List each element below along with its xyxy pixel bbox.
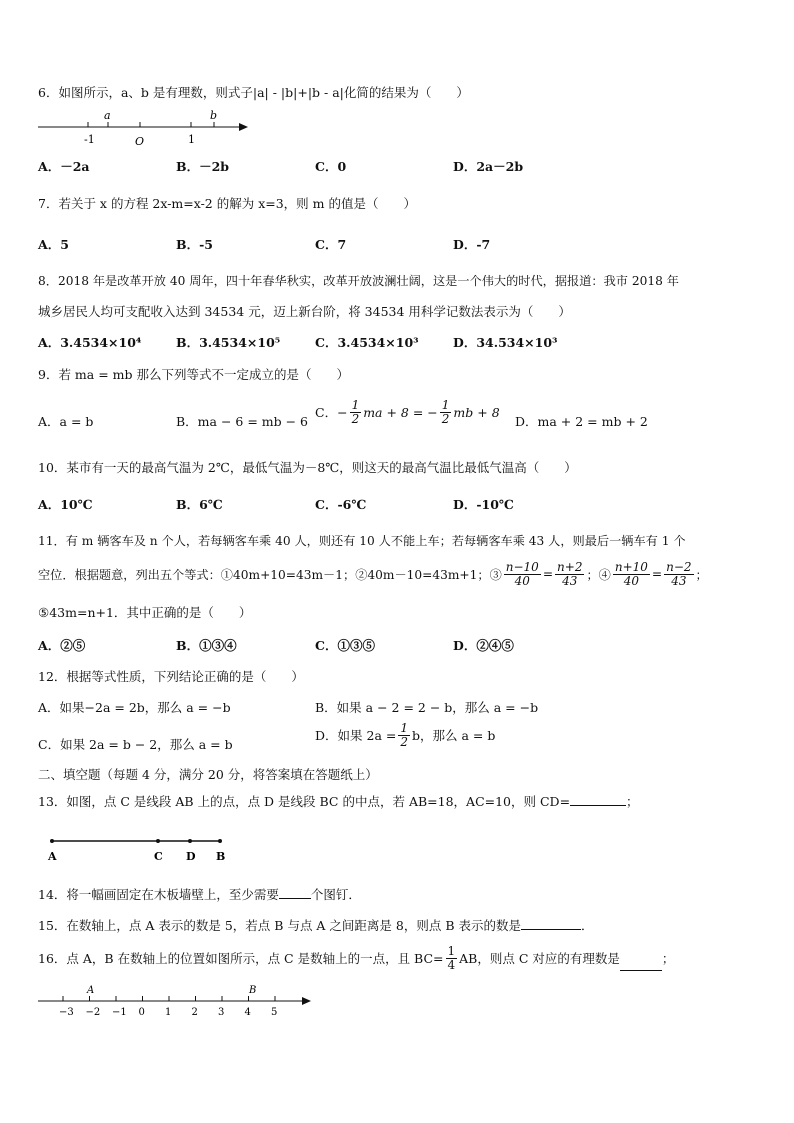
q12-option-a: A．如果−2a = 2b，那么 a = −b [38, 700, 231, 715]
q16-tick-label: −1 [112, 1007, 127, 1018]
q11-frac3a: $\frac{n-10}{40}$ [505, 559, 539, 588]
q16-frac: $\frac{1}{4}$ [447, 943, 456, 972]
q9-stem: 9．若 ma = mb 那么下列等式不一定成立的是（ ） [38, 367, 349, 382]
q10-option-c: C．-6℃ [315, 497, 367, 512]
q13-point-d: D [186, 850, 196, 863]
q10-option-b: B．6℃ [176, 497, 223, 512]
q9-option-c-minus: − [337, 404, 348, 420]
q13 [38, 792, 639, 810]
q12-option-b: B．如果 a − 2 = 2 − b，那么 a = −b [315, 700, 539, 715]
q7-option-c: C．7 [315, 237, 347, 252]
q16-post: AB，则点 C 对应的有理数是 [459, 951, 620, 966]
q13-point-a: A [48, 850, 57, 863]
q13-point-c: C [154, 850, 163, 863]
section-2-heading: 二、填空题（每题 4 分，满分 20 分，将答案填在答题纸上） [38, 767, 378, 782]
q11-frac4a: $\frac{n+10}{40}$ [614, 559, 648, 588]
q14-post: 个图钉． [310, 887, 361, 902]
q8-stem-line1: 8．2018 年是改革开放 40 周年，四十年春华秋实，改革开放波澜壮阔，这是一个伟大的时代，据报道：我市 2018 年 [38, 274, 679, 288]
q6-number-line [36, 106, 251, 148]
q13-stem: 13．如图，点 C 是线段 AB 上的点，点 D 是线段 BC 的中点，若 AB=18，AC=10，则 CD= [38, 794, 571, 809]
q6-option-d: D．2a－2b [453, 159, 524, 174]
q8-option-d: D．34.534×10³ [453, 335, 558, 350]
q16-pre: 16．点 A，B 在数轴上的位置如图所示，点 C 是数轴上的一点，且 BC= [38, 951, 444, 966]
q6-stem: 6．如图所示，a、b 是有理数，则式子|a| - |b|+|b - a|化简的结果为（ ） [38, 85, 469, 100]
q9-option-c [315, 399, 500, 425]
q7-option-b: B．-5 [176, 237, 213, 252]
q12-option-d-post: b，那么 a = b [412, 728, 496, 744]
q16-tick-label: 3 [218, 1007, 225, 1018]
q8-option-c: C．3.4534×10³ [315, 335, 419, 350]
q6-label-o: O [135, 135, 145, 148]
q12-option-d-pre: D．如果 2a = [315, 728, 397, 744]
q16-point-a: A [87, 985, 95, 996]
q16-tick-label: 0 [138, 1007, 145, 1018]
q14-pre: 14．将一幅画固定在木板墙壁上，至少需要 [38, 887, 279, 902]
q9-option-c-frac2: $\frac{1}{2}$ [441, 398, 450, 426]
q11-eq3: = [542, 567, 554, 581]
q6-option-a: A．－2a [38, 159, 90, 174]
q16-point-b: B [249, 985, 257, 996]
q11-line2 [38, 556, 708, 592]
q6-label-neg1: -1 [84, 133, 95, 146]
q16-tick-label: −3 [59, 1007, 74, 1018]
q7-stem: 7．若关于 x 的方程 2x-m=x-2 的解为 x=3，则 m 的值是（ ） [38, 196, 416, 211]
q10-stem: 10．某市有一天的最高气温为 2℃，最低气温为－8℃，则这天的最高气温比最低气温高（ ） [38, 460, 577, 475]
q7-option-a: A．5 [38, 237, 69, 252]
q9-option-d: D．ma + 2 = mb + 2 [515, 414, 648, 429]
q16-tick-label: 4 [244, 1007, 251, 1018]
q13-segment-figure [44, 833, 234, 865]
q16-answer-blank[interactable] [620, 958, 662, 971]
q13-point-b: B [216, 850, 226, 863]
q14-answer-blank[interactable] [279, 886, 311, 899]
q9-option-c-post: mb + 8 [453, 404, 500, 420]
q11-frac3b: $\frac{n+2}{43}$ [557, 559, 583, 588]
q11-option-d: D．②④⑤ [453, 638, 514, 653]
q12-option-d-frac: $\frac{1}{2}$ [400, 721, 408, 749]
q11-option-a: A．②⑤ [38, 638, 86, 653]
q12-stem: 12．根据等式性质，下列结论正确的是（ ） [38, 669, 304, 684]
q14 [38, 885, 361, 903]
q11-frac4b: $\frac{n-2}{43}$ [666, 559, 692, 588]
q16-tick-label: 5 [271, 1007, 278, 1018]
q16-tick-label: 1 [165, 1007, 172, 1018]
q16-end: ； [661, 951, 675, 966]
q8-stem-line2: 城乡居民人均可支配收入达到 34534 元，迈上新台阶，将 34534 用科学记数法表示为（ ） [38, 304, 571, 319]
q13-answer-blank[interactable] [570, 793, 626, 806]
q15-post: ． [580, 918, 594, 933]
q16 [38, 940, 674, 976]
q9-option-c-frac1: $\frac{1}{2}$ [351, 398, 360, 426]
q12-option-d [315, 722, 495, 748]
q11-option-c: C．①③⑤ [315, 638, 375, 653]
q15-answer-blank[interactable] [521, 917, 581, 930]
q10-option-a: A．10℃ [38, 497, 93, 512]
q16-tick-label: −2 [85, 1007, 101, 1018]
q15-pre: 15．在数轴上，点 A 表示的数是 5，若点 B 与点 A 之间距离是 8，则点 B 表示的数是 [38, 918, 521, 933]
q9-option-c-mid: ma + 8 = − [363, 404, 438, 420]
q11-end: ； [695, 567, 708, 582]
q10-option-d: D．-10℃ [453, 497, 514, 512]
q6-label-a: a [104, 109, 111, 122]
q6-label-1: 1 [188, 133, 195, 146]
q11-option-b: B．①③④ [176, 638, 237, 653]
q11-eq4: = [651, 567, 663, 581]
q11-sep4: ；④ [586, 567, 611, 582]
q11-line3: ⑤43m=n+1．其中正确的是（ ） [38, 605, 252, 620]
q16-tick-label: 2 [191, 1007, 198, 1018]
q9-option-b: B．ma − 6 = mb − 6 [176, 414, 309, 429]
q6-label-b: b [210, 109, 218, 122]
q16-number-line [36, 984, 316, 1020]
q11-line1: 11．有 m 辆客车及 n 个人，若每辆客车乘 40 人，则还有 10 人不能上车；若每辆客车乘 43 人，则最后一辆车有 1 个 [38, 534, 686, 548]
q11-line2-text: 空位．根据题意，列出五个等式：①40m+10=43m－1；②40m－10=43m+1；③ [38, 567, 502, 582]
q12-option-c: C．如果 2a = b − 2，那么 a = b [38, 737, 233, 752]
q8-option-b: B．3.4534×10⁵ [176, 335, 281, 350]
q13-end: ； [626, 794, 639, 809]
q6-option-c: C．0 [315, 159, 347, 174]
q9-option-c-letter: C． [315, 405, 338, 421]
q9-option-a: A．a = b [38, 414, 94, 429]
q6-option-b: B．－2b [176, 159, 230, 174]
q7-option-d: D．-7 [453, 237, 491, 252]
q8-option-a: A．3.4534×10⁴ [38, 335, 142, 350]
q15 [38, 916, 594, 934]
